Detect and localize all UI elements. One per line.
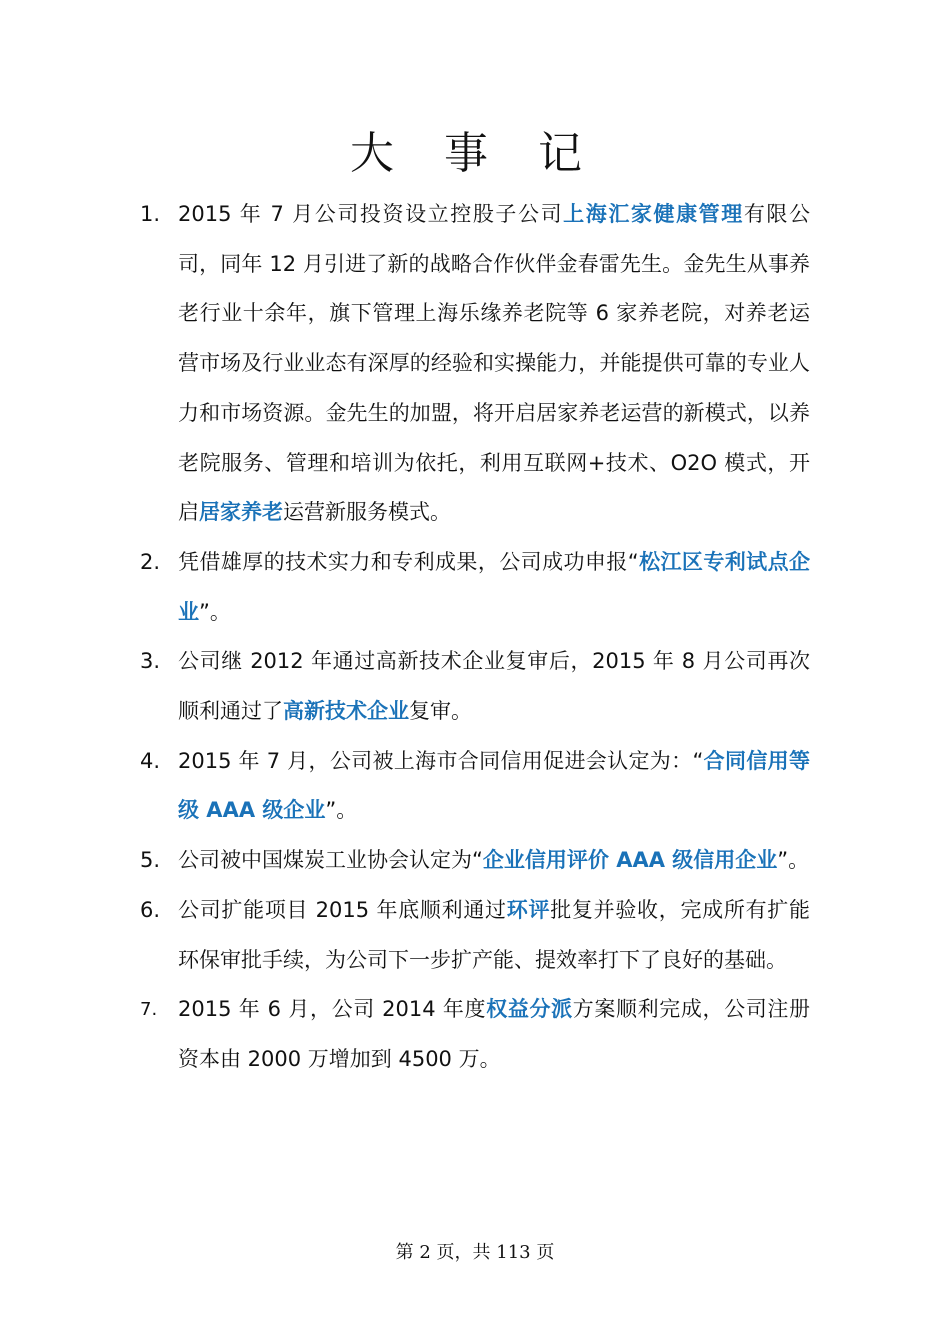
event-highlight: 高新技术企业 <box>283 699 409 724</box>
event-number: 7. <box>140 999 158 1021</box>
event-text: 公司扩能项目 2015 年底顺利通过 <box>178 897 507 922</box>
event-text: 2015 年 7 月公司投资设立控股子公司 <box>178 202 564 226</box>
event-highlight: 松江区专利试点企业 <box>178 549 810 624</box>
event-number: 5. <box>140 848 161 873</box>
event-item <box>140 737 810 836</box>
event-item <box>140 886 810 985</box>
event-item <box>140 190 810 538</box>
event-highlight: 企业信用评价 AAA 级信用企业 <box>482 848 778 873</box>
event-text: 凭借雄厚的技术实力和专利成果，公司成功申报“ <box>178 549 639 574</box>
event-number: 3. <box>140 649 161 674</box>
event-item <box>140 538 810 637</box>
event-text: ”。 <box>199 599 231 624</box>
event-item <box>140 637 810 736</box>
event-text: 批复并验收，完成所有扩能环保审批手续，为公司下一步扩产能、提效率打下了良好的基础。 <box>178 897 811 972</box>
event-item <box>140 985 810 1084</box>
event-text: 2015 年 7 月，公司被上海市合同信用促进会认定为：“ <box>178 748 704 773</box>
event-highlight: 上海汇家健康管理 <box>563 202 744 226</box>
event-text: 复审。 <box>409 699 472 724</box>
event-list <box>140 190 810 1085</box>
event-highlight: 合同信用等级 AAA 级企业 <box>178 748 811 823</box>
event-highlight: 环评 <box>506 897 551 922</box>
event-number: 1. <box>140 202 161 226</box>
event-text: 2015 年 6 月，公司 2014 年度 <box>178 997 487 1022</box>
event-text: ”。 <box>325 798 358 823</box>
event-item <box>140 836 810 886</box>
event-text: ”。 <box>777 848 810 873</box>
page-footer: 第 2 页，共 113 页 <box>395 1242 555 1263</box>
event-number: 6. <box>140 897 161 922</box>
event-number: 4. <box>140 748 161 773</box>
event-text: 有限公司，同年 12 月引进了新的战略合作伙伴金春雷先生。金先生从事养老行业十余年，旗下管理上海乐缘养老院等 6 家养老院，对养老运营市场及行业业态有深厚的经验和实操能力，并能提供可靠的专业人力和市场资源。金先生的加盟，将开启居家养老运营的新模式，以养老院服务、管理和培训为依托，利用互联网+技术、O2O 模式，开启 <box>178 202 810 525</box>
event-text: 公司继 2012 年通过高新技术企业复审后，2015 年 8 月公司再次顺利通过了 <box>178 649 810 724</box>
event-text: 运营新服务模式。 <box>283 500 451 525</box>
event-text: 公司被中国煤炭工业协会认定为“ <box>178 848 483 873</box>
event-highlight: 权益分派 <box>486 997 573 1022</box>
event-text: 方案顺利完成，公司注册资本由 2000 万增加到 4500 万。 <box>178 997 811 1071</box>
page-title: 大 事 记 <box>350 128 600 179</box>
event-highlight: 居家养老 <box>199 500 283 525</box>
event-number: 2. <box>140 549 161 574</box>
